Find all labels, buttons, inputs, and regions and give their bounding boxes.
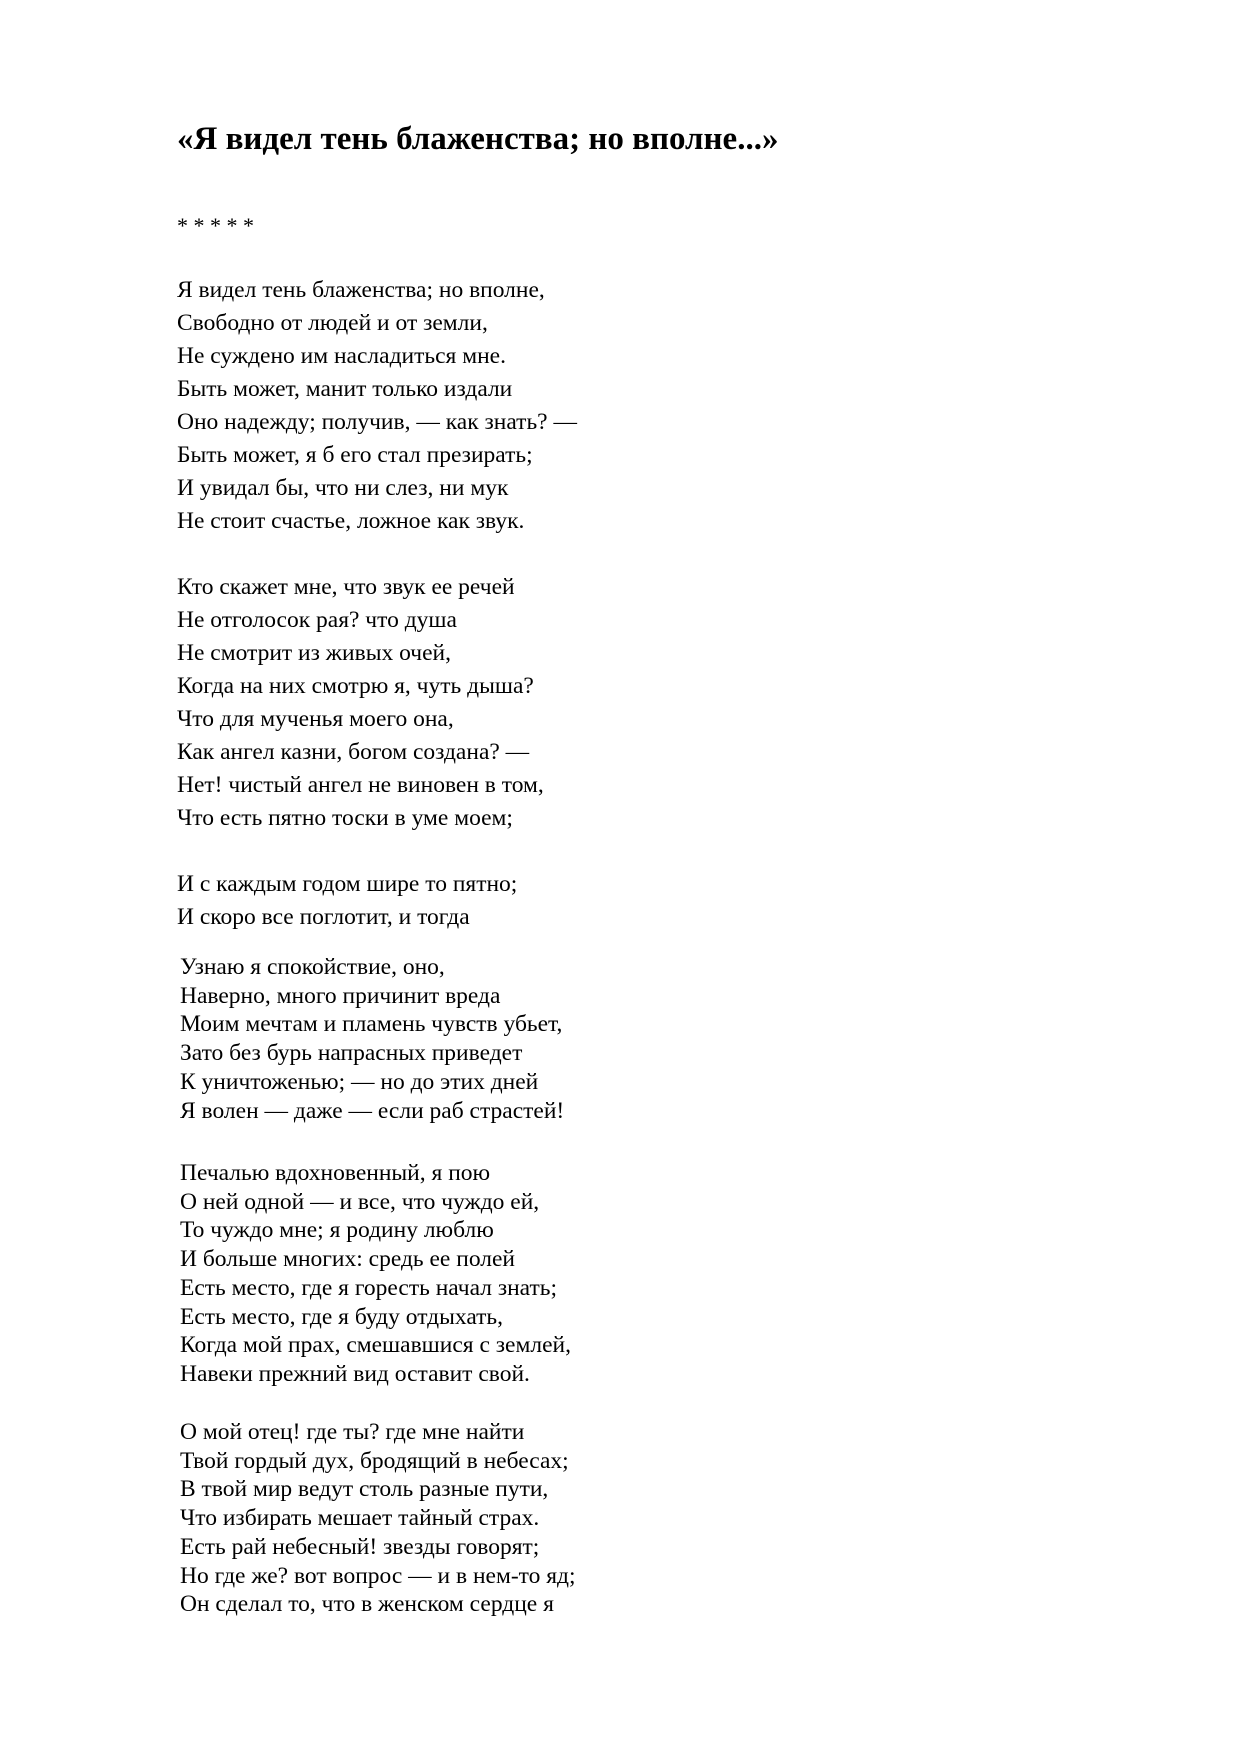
poem-line: Что избирать мешает тайный страх. — [180, 1505, 540, 1532]
poem-line: И с каждым годом шире то пятно; — [177, 871, 518, 897]
poem-line: Моим мечтам и пламень чувств убьет, — [180, 1011, 563, 1038]
poem-title: «Я видел тень блаженства; но вполне...» — [177, 121, 779, 157]
poem-line: Что есть пятно тоски в уме моем; — [177, 805, 513, 831]
poem-line: И скоро все поглотит, и тогда — [177, 904, 470, 930]
poem-line: И увидал бы, что ни слез, ни мук — [177, 475, 509, 501]
poem-line: Навеки прежний вид оставит свой. — [180, 1360, 530, 1387]
poem-line: Что для мученья моего она, — [177, 706, 454, 732]
poem-line: Не суждено им насладиться мне. — [177, 343, 506, 369]
poem-line: Твой гордый дух, бродящий в небесах; — [180, 1447, 569, 1474]
poem-line: Нет! чистый ангел не виновен в том, — [177, 772, 544, 798]
poem-line: Но где же? вот вопрос — и в нем-то яд; — [180, 1562, 576, 1589]
poem-line: Как ангел казни, богом создана? — — [177, 739, 530, 765]
poem-line: Я видел тень блаженства; но вполне, — [177, 277, 545, 303]
poem-line: Свободно от людей и от земли, — [177, 310, 488, 336]
poem-line: Быть может, я б его стал презирать; — [177, 442, 533, 468]
poem-line: Не стоит счастье, ложное как звук. — [177, 508, 525, 534]
poem-line: Есть рай небесный! звезды говорят; — [180, 1533, 540, 1560]
poem-line: Есть место, где я горесть начал знать; — [180, 1274, 558, 1301]
poem-line: Когда мой прах, смешавшися с землей, — [180, 1332, 571, 1359]
poem-line: В твой мир ведут столь разные пути, — [180, 1476, 549, 1503]
poem-line: Оно надежду; получив, — как знать? — — [177, 409, 577, 435]
poem-line: Он сделал то, что в женском сердце я — [180, 1591, 554, 1618]
stanza-4 — [180, 953, 564, 1125]
poem-line: Быть может, манит только издали — [177, 376, 513, 402]
poem-line: О ней одной — и все, что чуждо ей, — [180, 1188, 540, 1215]
stanza-5 — [180, 1159, 571, 1389]
poem-line: Не смотрит из живых очей, — [177, 640, 451, 666]
poem-line: Кто скажет мне, что звук ее речей — [177, 574, 515, 600]
poem-line: О мой отец! где ты? где мне найти — [180, 1419, 525, 1445]
stanza-1 — [177, 274, 577, 538]
poem-line: Есть место, где я буду отдыхать, — [180, 1303, 504, 1330]
poem-line: Узнаю я спокойствие, оно, — [180, 954, 445, 980]
poem-line: Зато без бурь напрасных приведет — [180, 1040, 523, 1067]
section-separator: * * * * * — [177, 213, 254, 238]
poem-line: Я волен — даже — если раб страстей! — [180, 1097, 565, 1124]
poem-line: Не отголосок рая? что душа — [177, 607, 457, 633]
poem-line: Печалью вдохновенный, я пою — [180, 1160, 491, 1186]
stanza-2 — [177, 571, 544, 835]
poem-line: Когда на них смотрю я, чуть дыша? — [177, 673, 534, 699]
poem-line: И больше многих: средь ее полей — [180, 1246, 515, 1273]
poem-line: К уничтоженью; — но до этих дней — [180, 1068, 539, 1095]
poem-line: Наверно, много причинит вреда — [180, 982, 501, 1009]
stanza-6 — [180, 1418, 576, 1619]
poem-line: То чуждо мне; я родину люблю — [180, 1217, 494, 1244]
stanza-3 — [177, 868, 517, 934]
